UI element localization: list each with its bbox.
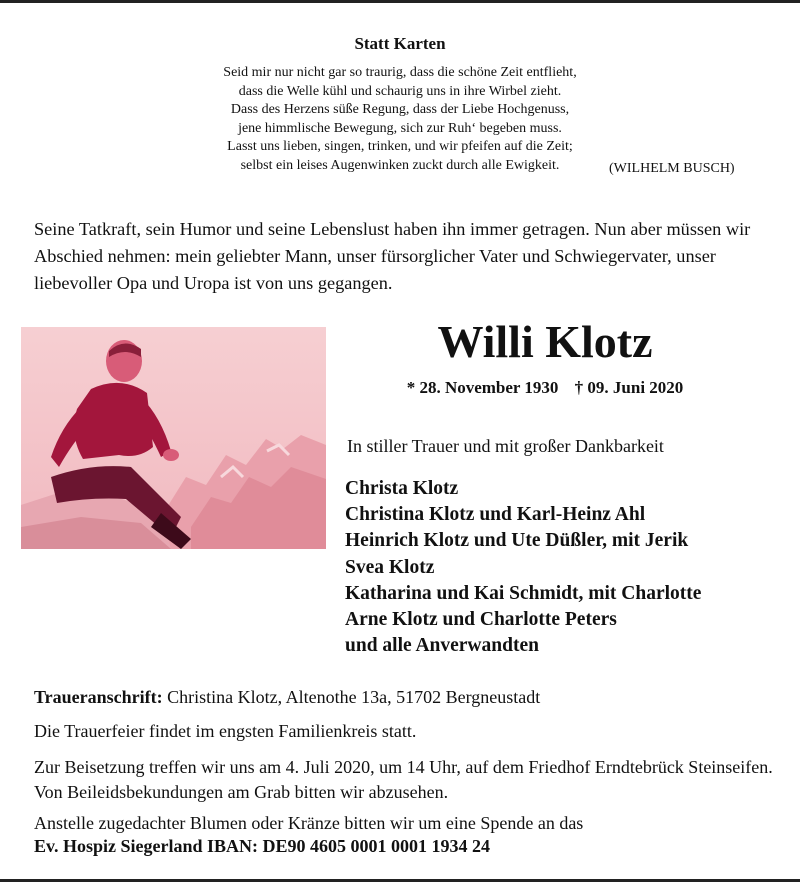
mourner: Katharina und Kai Schmidt, mit Charlotte [345,582,702,604]
mourner: Svea Klotz [345,556,435,578]
heading: Statt Karten [354,34,446,53]
mourning-line: In stiller Trauer und mit großer Dankbarkeit [347,436,664,456]
intro-text: Seine Tatkraft, sein Humor und seine Lebenslust haben ihn immer getragen. Nun aber müssen wir Abschied nehmen: mein geliebter Mann, unser fürsorglicher Vater und Schwiegervater, unser liebevoller Opa und Uropa ist von uns gegangen. [34,219,751,293]
donation-text: Anstelle zugedachter Blumen oder Kränze bitten wir um eine Spende an das [34,813,584,833]
poem-line: Dass des Herzens süße Regung, dass der Liebe Hochgenuss, [230,102,570,118]
mourner: Arne Klotz und Charlotte Peters [345,609,617,631]
mourner: Christina Klotz und Karl-Heinz Ahl [345,504,646,526]
mourner: Christa Klotz [345,478,459,499]
donation-note [34,812,784,858]
mourners-list [345,476,701,659]
top-border [0,0,800,3]
mourner: und alle Anverwandten [345,635,539,657]
poem-line: Lasst uns lieben, singen, trinken, und wir pfeifen auf die Zeit; [227,139,573,155]
deceased-name: Willi Klotz [437,316,653,367]
address-label: Traueranschrift: [34,687,163,707]
birth-date: * 28. November 1930 [406,378,559,397]
donation-iban: Ev. Hospiz Siegerland IBAN: DE90 4605 0001 0001 1934 24 [34,836,491,856]
address-value: Christina Klotz, Altenothe 13a, 51702 Bergneustadt [167,687,541,707]
mourner: Heinrich Klotz und Ute Düßler, mit Jerik [345,530,689,552]
poem [0,64,800,176]
poem-line: dass die Welle kühl und schaurig uns in ihre Wirbel zieht. [238,83,562,99]
poem-line: selbst ein leises Augenwinken zuckt durch alle Ewigkeit. [240,157,560,173]
life-dates [345,378,745,398]
poem-author: (WILHELM BUSCH) [609,161,735,176]
mourning-address [34,687,540,708]
funeral-note: Die Trauerfeier findet im engsten Familienkreis statt. [34,721,417,741]
poem-line: jene himmlische Bewegung, sich zur Ruh‘ begeben muss. [238,120,562,136]
poem-line: Seid mir nur nicht gar so traurig, dass die schöne Zeit entflieht, [223,65,577,80]
death-date: † 09. Juni 2020 [574,378,684,397]
burial-note: Zur Beisetzung treffen wir uns am 4. Juli 2020, um 14 Uhr, auf dem Friedhof Erndtebrück Steinseifen. Von Beileidsbekundungen am Grab bitten wir abzusehen. [34,757,773,802]
portrait-photo [21,327,326,549]
